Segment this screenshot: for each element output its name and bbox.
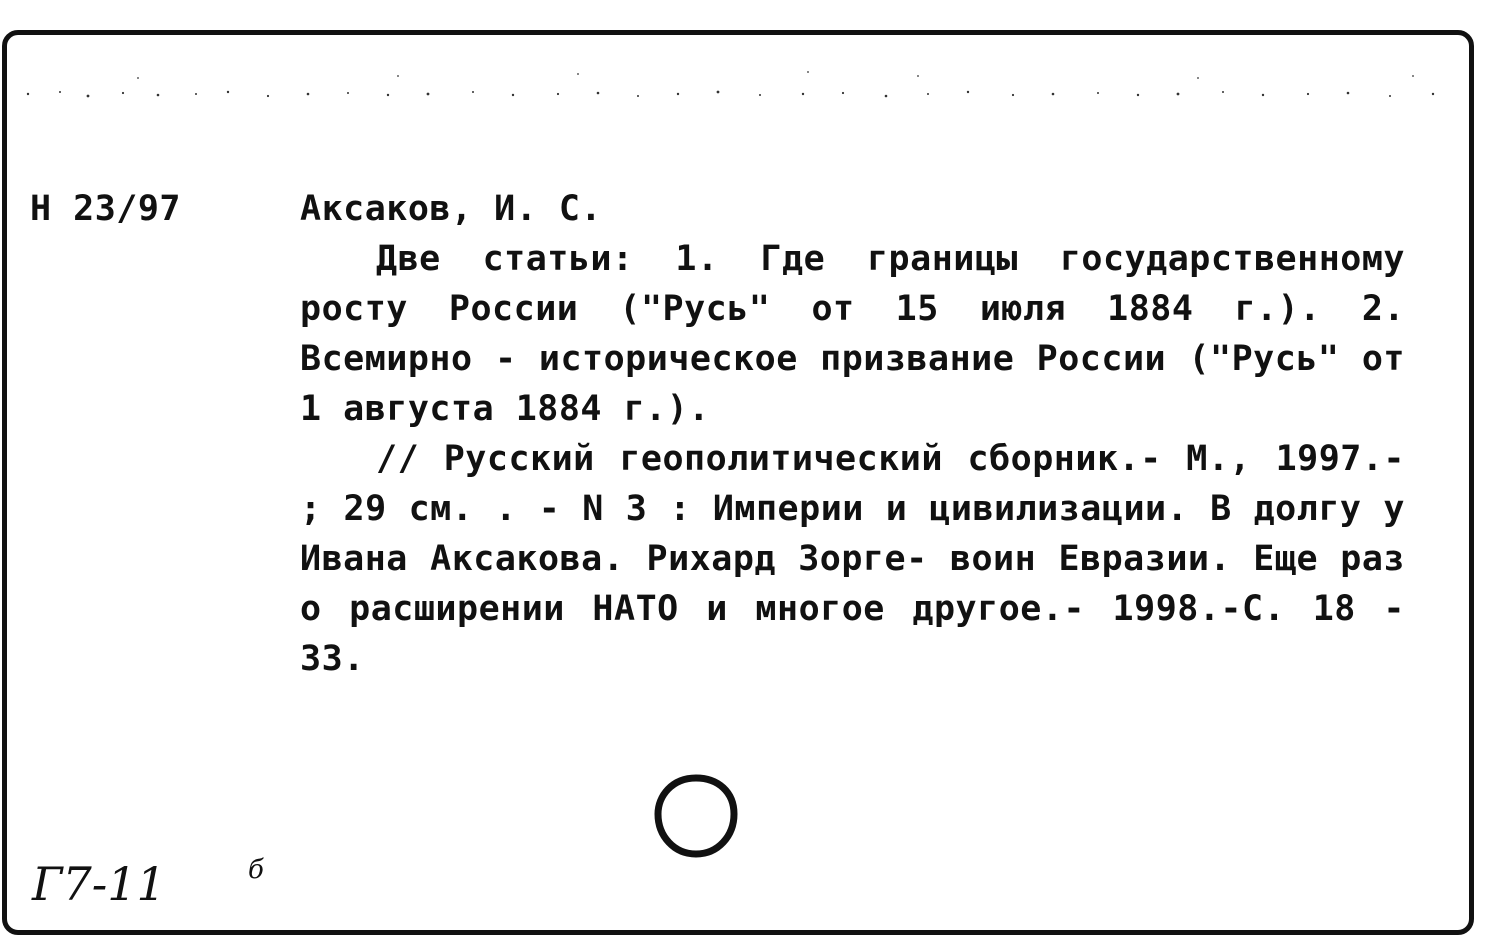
handwritten-code-superscript: б [248,855,264,885]
handwritten-code [30,850,280,920]
perforation-dots [18,64,1458,114]
shelfmark: Н 23/97 [30,189,182,229]
source-paragraph: // Русский геополитический сборник.- М., 1997.- ; 29 см. . - N 3 : Империи и цивилизации. В долгу у Ивана Аксакова. Рихард Зорге- воин Евразии. Еще раз о расширении НАТО и многое другое.- 1998.-С. 18 - 33. [300,439,1405,679]
title-paragraph: Две статьи: 1. Где границы государственному росту России ("Русь" от 15 июля 1884 г.). 2. Всемирно - историческое призвание России ("Русь" от 1 августа 1884 г.). [300,239,1405,429]
punch-hole [652,772,740,860]
author-heading: Аксаков, И. С. [300,189,603,229]
card-body [300,184,1405,684]
handwritten-code-text: Г7-11 [32,857,166,911]
